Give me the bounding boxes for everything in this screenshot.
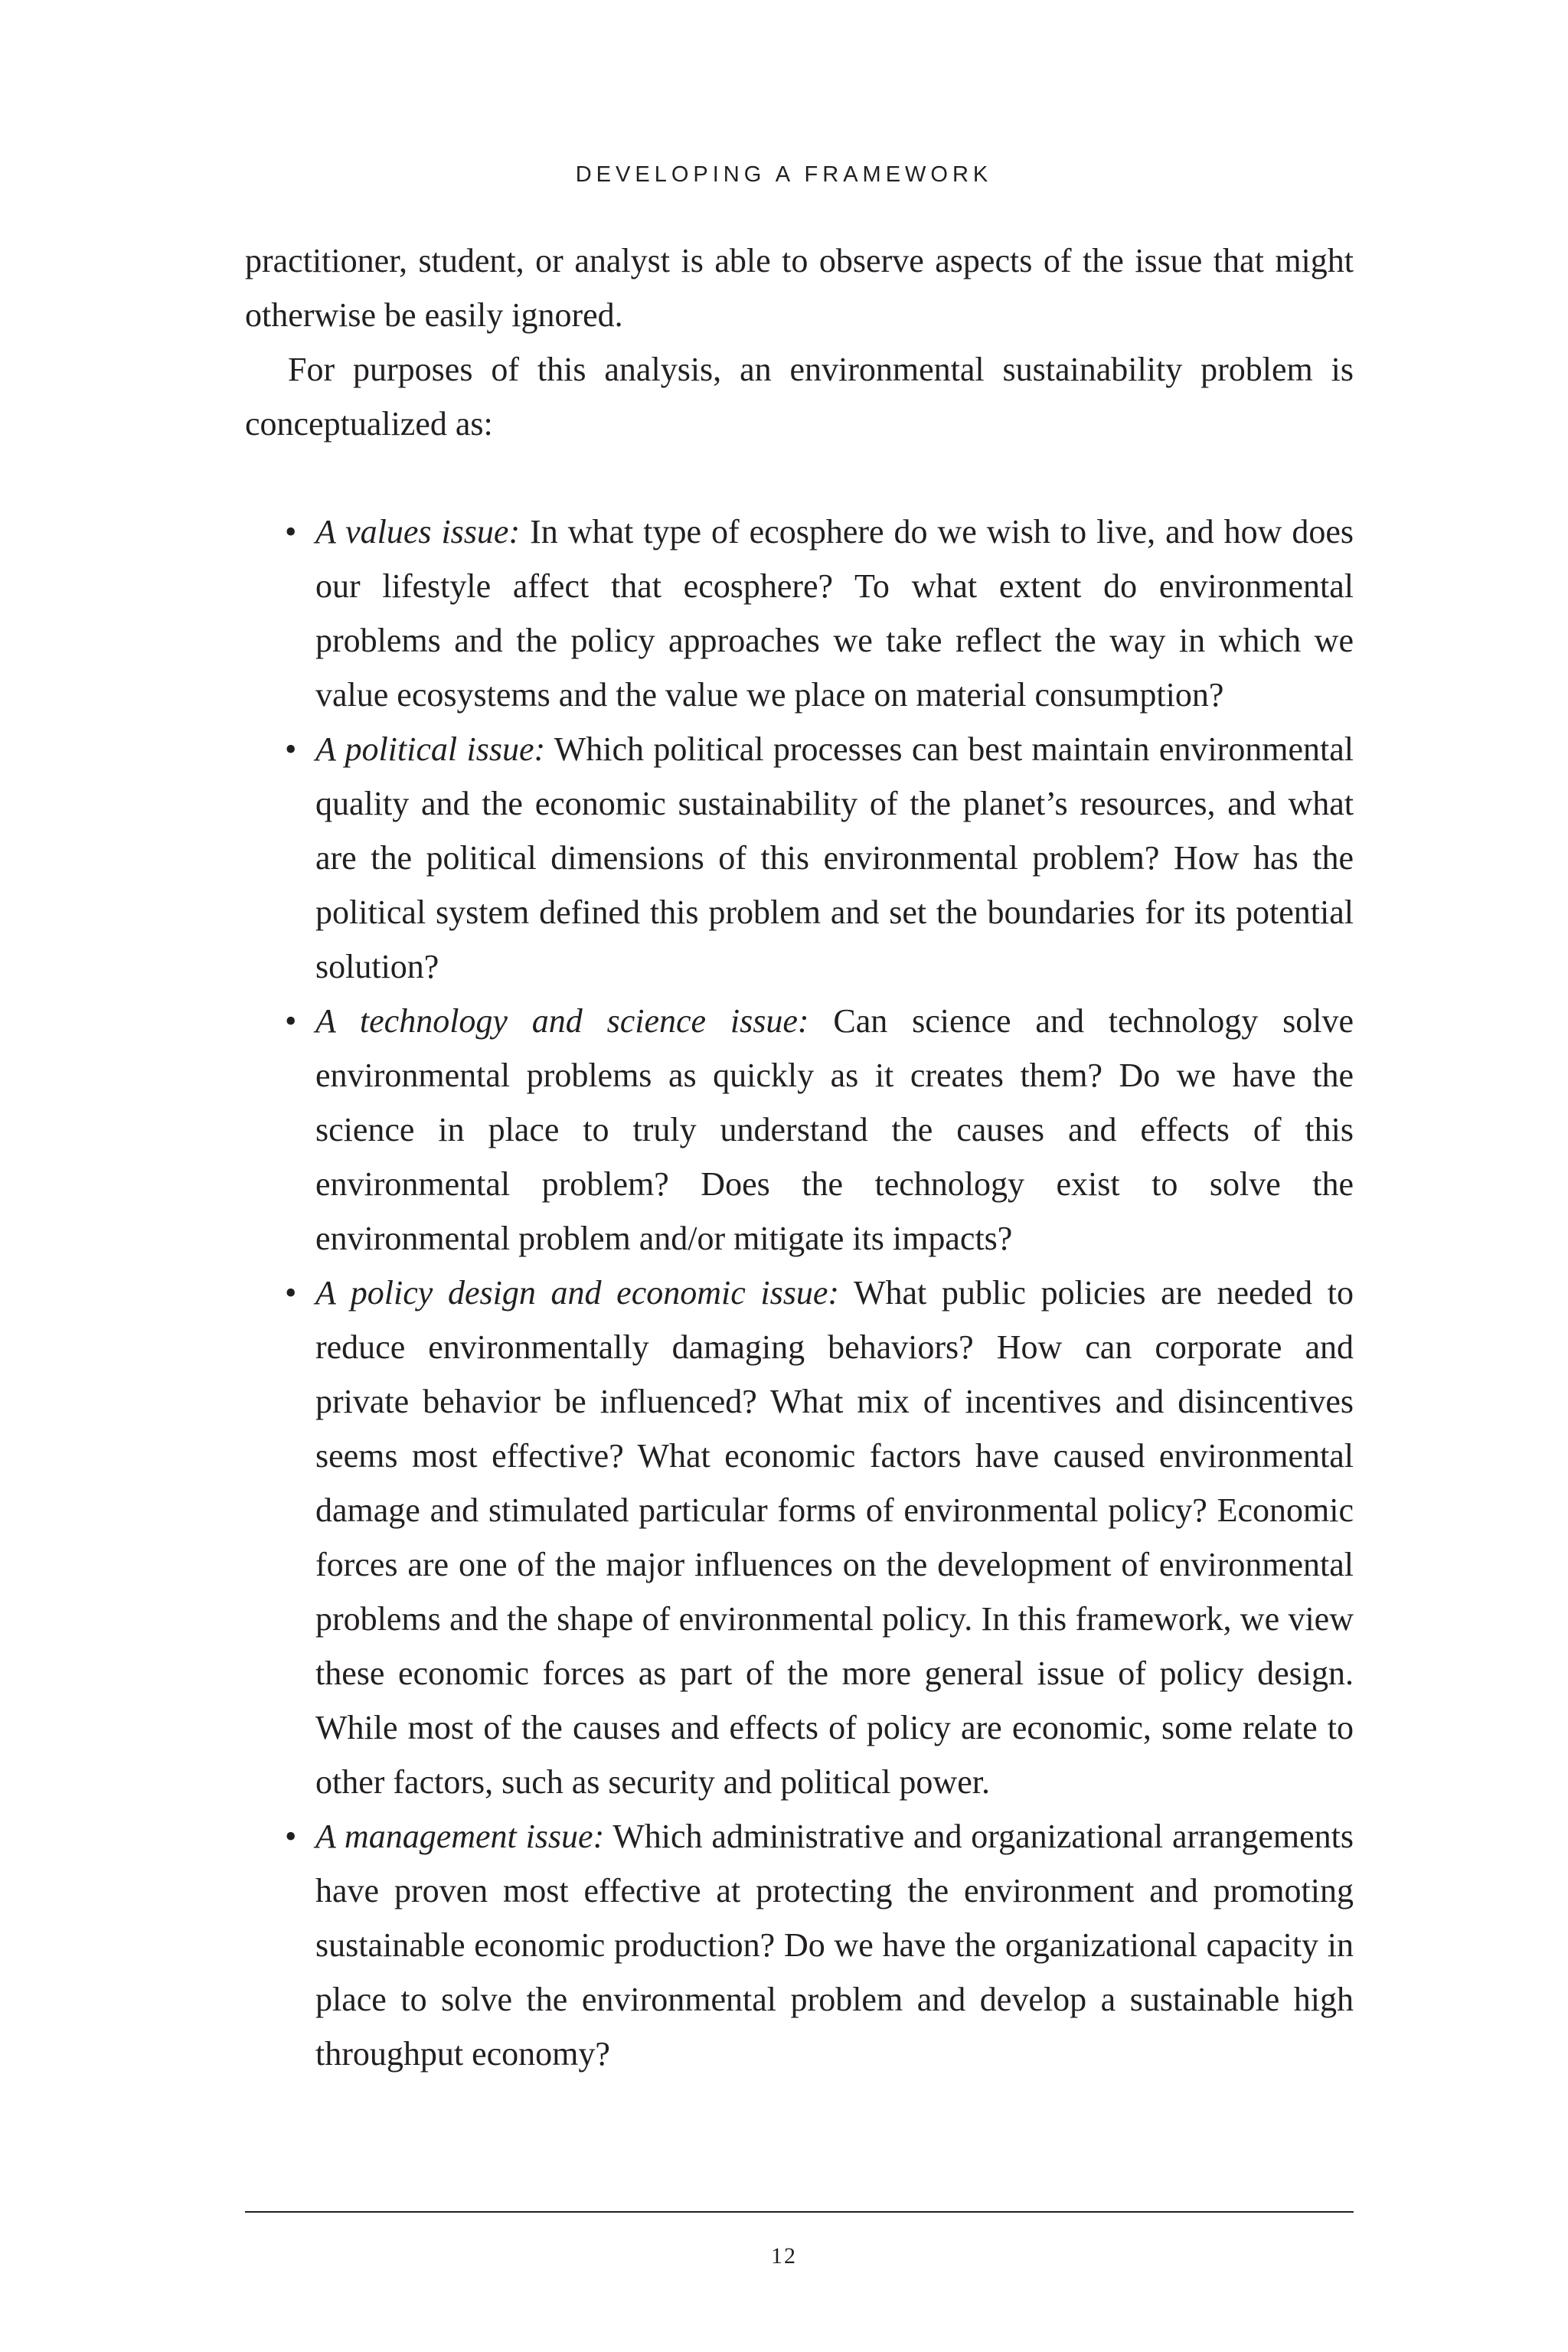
list-item-lead: A values issue: [315,513,521,550]
bullet-icon: • [285,513,297,550]
bullet-icon: • [285,1002,297,1040]
list-item-technology-science-issue [245,994,1354,1266]
list-item-lead: A technology and science issue: [315,1002,809,1040]
list-item-policy-design-economic-issue [245,1266,1354,1809]
running-head: DEVELOPING A FRAMEWORK [575,162,993,187]
list-item-text: Can science and technology solve environmental problems as quickly as it creates them? Do we have the science in place to truly understand the causes and effects of this environmental problem? Does the technology exist to solve the environmental problem and/or mitigate its impacts? [315,1002,1354,1257]
list-item-text: Which political processes can best maintain environmental quality and the economic sustainability of the planet’s resources, and what are the political dimensions of this environmental problem? How has the political system defined this problem and set the boundaries for its potential solution? [315,730,1354,985]
footer-rule [245,2211,1354,2213]
list-item-text: Which administrative and organizational arrangements have proven most effective at protecting the environment and promoting sustainable economic production? Do we have the organizational capacity in place to solve the environmental problem and develop a sustainable high throughput economy? [315,1818,1354,2073]
list-item-text: What public policies are needed to reduce environmentally damaging behaviors? How can corporate and private behavior be influenced? What mix of incentives and disincentives seems most effective? What economic factors have caused environmental damage and stimulated particular forms of environmental policy? Economic forces are one of the major influences on the development of environmental problems and the shape of environmental policy. In this framework, we view these economic forces as part of the more general issue of policy design. While most of the causes and effects of policy are economic, some relate to other factors, such as security and political power. [315,1274,1354,1801]
list-item-political-issue [245,722,1354,994]
paragraph-continuation: practitioner, student, or analyst is able to observe aspects of the issue that might otherwise be easily ignored. [245,242,1354,334]
bullet-icon: • [285,1274,297,1312]
list-item-text: In what type of ecosphere do we wish to live, and how does our lifestyle affect that ecosphere? To what extent do environmental problems and the policy approaches we take reflect the way in which we value ecosystems and the value we place on material consumption? [315,513,1354,714]
list-item-values-issue [245,505,1354,722]
bullet-icon: • [285,1818,297,1855]
issue-list [245,505,1354,2081]
page-number: 12 [771,2243,797,2269]
body-text [245,234,1354,2081]
bullet-icon: • [285,730,297,768]
list-item-management-issue [245,1809,1354,2081]
list-item-lead: A political issue: [315,730,546,768]
list-item-lead: A policy design and economic issue: [315,1274,840,1312]
paragraph-intro: For purposes of this analysis, an environmental sustainability problem is conceptualized as: [245,351,1354,443]
list-item-lead: A management issue: [315,1818,605,1855]
